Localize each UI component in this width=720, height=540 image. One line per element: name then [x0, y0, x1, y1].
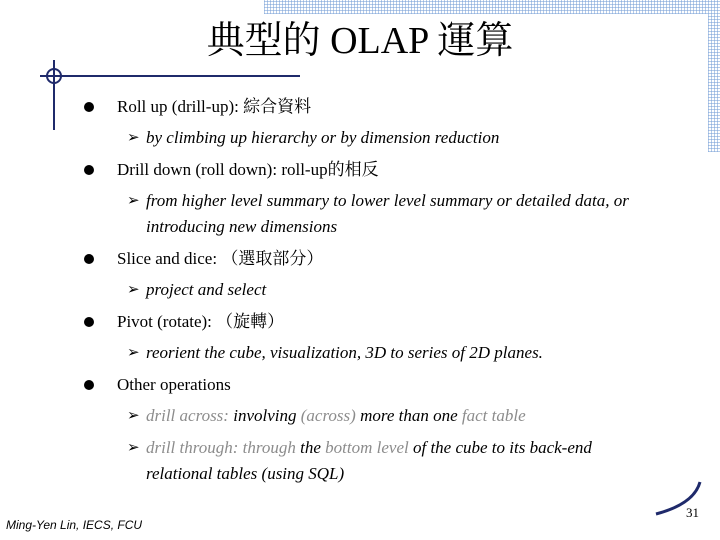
- arrow-bullet-icon: ➢: [127, 345, 140, 361]
- bullet-dot-icon: [84, 102, 94, 112]
- sub-bullet-item: [62, 125, 662, 151]
- corner-arc-decoration: [650, 478, 710, 518]
- bullet-list: [62, 94, 662, 493]
- sub-bullet-text: by climbing up hierarchy or by dimension reduction: [146, 128, 500, 147]
- arrow-bullet-icon: ➢: [127, 440, 140, 456]
- sub-bullet-item: [62, 403, 662, 429]
- arrow-bullet-icon: ➢: [127, 130, 140, 146]
- sub-bullet-text: drill through:: [146, 438, 239, 457]
- sub-bullet-item: [62, 435, 662, 487]
- bullet-dot-icon: [84, 254, 94, 264]
- bullet-label: Slice and dice: （選取部分）: [117, 249, 324, 268]
- sub-bullet-text: of the cube to its back-end relational tables (using SQL): [146, 438, 592, 483]
- footer-author: Ming-Yen Lin, IECS, FCU: [6, 518, 143, 532]
- sub-bullet-text: drill across:: [146, 406, 229, 425]
- bullet-item: [62, 372, 662, 398]
- arrow-bullet-icon: ➢: [127, 408, 140, 424]
- sub-bullet-item: [62, 188, 662, 240]
- sub-bullet-text: fact table: [461, 406, 526, 425]
- page-number: 31: [686, 505, 699, 520]
- bullet-item: [62, 157, 662, 183]
- sub-bullet-text: more than one: [355, 406, 462, 425]
- sub-bullet-text: project and select: [146, 280, 267, 299]
- sub-bullet-text: through: [238, 438, 296, 457]
- bullet-label: Pivot (rotate): （旋轉）: [117, 312, 285, 331]
- sub-bullet-text: reorient the cube, visualization, 3D to series of 2D planes.: [146, 343, 543, 362]
- sub-bullet-text: involving: [228, 406, 301, 425]
- slide-title: 典型的 OLAP 運算: [206, 20, 514, 62]
- sub-bullet-text: bottom level: [325, 438, 409, 457]
- sub-bullet-text: (across): [300, 406, 356, 425]
- sub-bullet-text: from higher level summary to lower level summary or detailed data, or introducing new dimensions: [146, 191, 629, 236]
- arrow-bullet-icon: ➢: [127, 193, 140, 209]
- sub-bullet-text: the: [295, 438, 326, 457]
- bullet-item: [62, 309, 662, 335]
- bullet-label: Drill down (roll down): roll-up的相反: [117, 160, 379, 179]
- sub-bullet-item: [62, 277, 662, 303]
- sub-bullet-item: [62, 340, 662, 366]
- arrow-bullet-icon: ➢: [127, 282, 140, 298]
- bullet-dot-icon: [84, 165, 94, 175]
- bullet-item: [62, 94, 662, 120]
- bullet-label: Roll up (drill-up): 綜合資料: [117, 97, 312, 116]
- bullet-dot-icon: [84, 317, 94, 327]
- bullet-label: Other operations: [117, 375, 231, 394]
- bullet-item: [62, 246, 662, 272]
- bullet-dot-icon: [84, 380, 94, 390]
